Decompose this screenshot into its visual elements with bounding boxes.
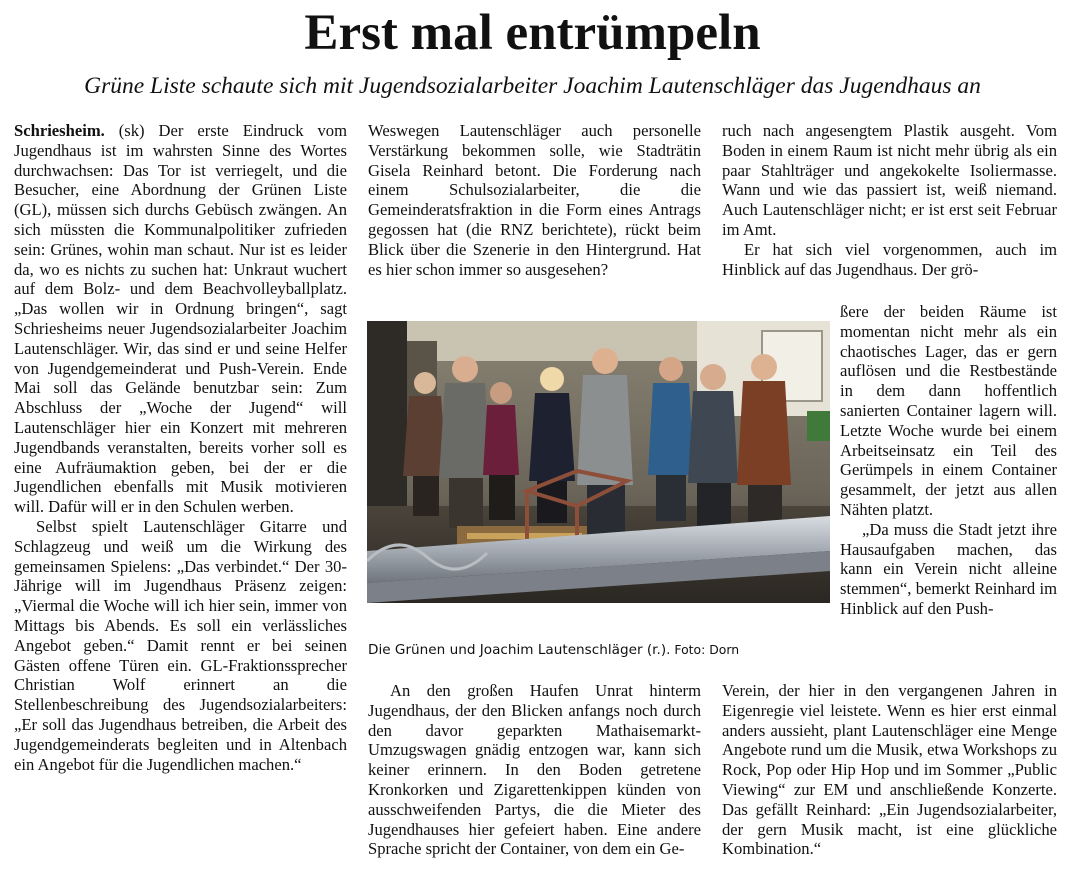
photo-credit: Foto: Dorn <box>670 642 740 657</box>
article-column-3-top <box>722 121 1057 279</box>
paragraph: An den großen Haufen Unrat hinterm Jugendhaus, der den Blicken anfangs noch durch den davor geparkten Mathaisemarkt-Umzugswagen gnädig entzogen war, kann sich keiner erinnern. In den Boden getretene Kronkorken und Zigarettenkippen künden von ausschweifenden Partys, die die Mieter des Jugendhauses hier gefeiert haben. Eine andere Sprache spricht der Container, von dem ein Ge- <box>368 681 701 859</box>
caption-text: Die Grünen und Joachim Lautenschläger (r.). <box>368 642 671 658</box>
subheadline: Grüne Liste schaute sich mit Jugendsozialarbeiter Joachim Lautenschläger das Jugendhaus an <box>84 73 981 99</box>
article-column-2-top <box>368 121 701 279</box>
paragraph <box>14 121 347 517</box>
article-column-1 <box>14 121 347 774</box>
paragraph-text: (sk) Der erste Eindruck vom Jugendhaus ist im wahrsten Sinne des Wortes durchwachsen: Das Tor ist verriegelt, und die Besucher, eine Abordnung der Grünen Liste (GL), müssen sich durchs Gebüsch zwängen. An sich müssten die Kommunalpolitiker zufrieden sein: Grünes, wohin man schaut. Nur ist es leider da, wo es nichts zu suchen hat: Unkraut wuchert auf dem Bolz- und dem Beachvolleyballplatz. „Das wollen wir in Ordnung bringen“, sagt Schriesheims neuer Jugendsozialarbeiter Joachim Lautenschläger. Wir, das sind er und seine Helfer von Jugendgemeinderat und Push-Verein. Ende Mai soll das Gelände benutzbar sein: Zum Abschluss der „Woche der Jugend“ will Lautenschläger hier ein Konzert mit mehreren Jugendbands veranstalten, bereits vorher soll es eine Aufräumaktion geben, bei der er die Jugendlichen ebenfalls mit Musik motivieren will. Dafür will er in den Schulen werben. <box>14 121 347 517</box>
paragraph: ruch nach angesengtem Plastik ausgeht. Vom Boden in einem Raum ist nicht mehr übrig als ein paar Stahlträger und angekokelte Isoliermasse. Wann und wie das passiert ist, weiß niemand. Auch Lautenschläger nicht; er ist erst seit Februar im Amt. <box>722 121 1057 239</box>
group-photo-image <box>367 321 830 603</box>
paragraph: Weswegen Lautenschläger auch personelle Verstärkung bekommen solle, wie Stadträtin Gisela Reinhard betont. Die Forderung nach einem Schulsozialarbeiter, die die Gemeinderatsfraktion in die Form eines Antrags gegossen hat (die RNZ berichtete), rückt beim Blick über die Szenerie in den Hintergrund. Hat es hier schon immer so ausgesehen? <box>368 121 701 279</box>
article-photo <box>367 321 830 603</box>
paragraph: Selbst spielt Lautenschläger Gitarre und Schlagzeug und weiß um die Wirkung des gemeinsamen Spielens: „Das verbindet.“ Der 30-Jährige will im Jugendhaus Präsenz zeigen: „Viermal die Woche will ich hier sein, immer von Mittags bis Abends. Es soll ein verlässliches Angebot geben.“ Damit rennt er bei seinen Gästen offene Türen ein. GL-Fraktionssprecher Christian Wolf erinnert an die Stellenbeschreibung des Jugendsozialarbeiters: „Er soll das Jugendhaus betreiben, die Arbeit des Jugendgemeinderats begleiten und in Altenbach ein Angebot für die Jugendlichen machen.“ <box>14 516 347 774</box>
article-column-2-bottom <box>368 681 701 859</box>
dateline: Schriesheim. <box>14 121 105 140</box>
headline: Erst mal entrümpeln <box>304 5 761 61</box>
photo-caption <box>368 641 828 659</box>
paragraph: ßere der beiden Räume ist momentan nicht mehr als ein chaotisches Lager, das er gern auflösen und die Restbestände in dem dann hoffentlich sanierten Container lagern will. Letzte Woche wurde bei einem Arbeitseinsatz ein Teil des Gerümpels in einem Container gesammelt, der jetzt aus allen Nähten platzt. <box>840 302 1057 519</box>
paragraph: Er hat sich viel vorgenommen, auch im Hinblick auf das Jugendhaus. Der grö- <box>722 239 1057 279</box>
paragraph: „Da muss die Stadt jetzt ihre Hausaufgaben machen, das kann ein Verein nicht alleine stemmen“, bemerkt Reinhard im Hinblick auf den Push- <box>840 519 1057 618</box>
paragraph: Verein, der hier in den vergangenen Jahren in Eigenregie viel leistete. Wenn es hier erst einmal anders aussieht, plant Lautenschläger eine Menge Angebote rund um die Musik, etwa Workshops zu Rock, Pop oder Hip Hop und im Sommer „Public Viewing“ zur EM und anschließende Konzerte. Das gefällt Reinhard: „Ein Jugendsozialarbeiter, der gern Musik macht, ist eine glückliche Kombination.“ <box>722 681 1057 859</box>
article-column-3-bottom <box>722 681 1057 859</box>
article-column-3-narrow <box>840 302 1057 619</box>
